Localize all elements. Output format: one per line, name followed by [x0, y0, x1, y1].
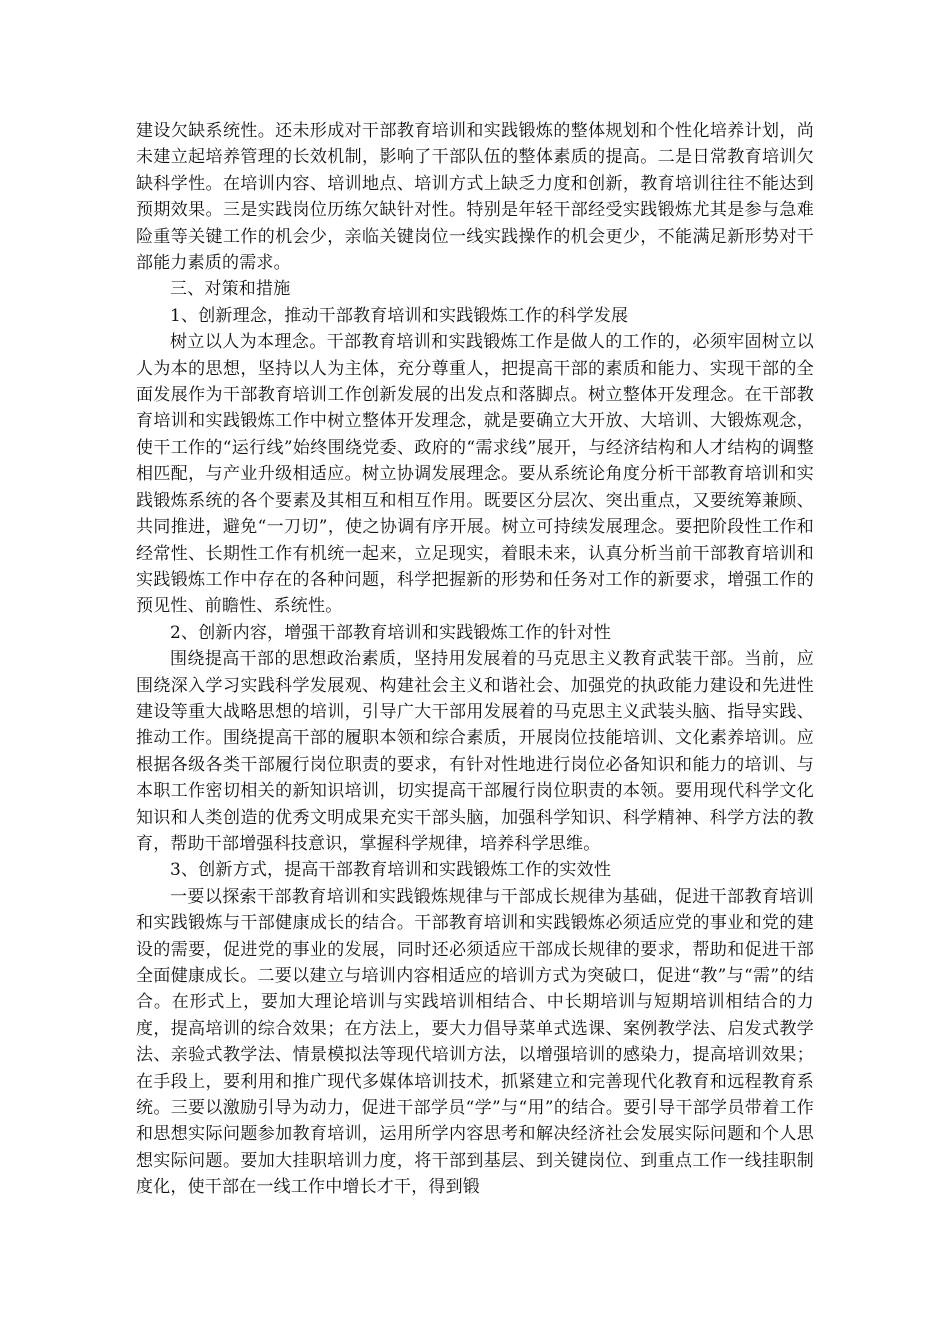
section-heading-countermeasures: 三、对策和措施: [170, 279, 291, 300]
paragraph-concept: 树立以人为本理念。干部教育培训和实践锻炼工作是做人的工作的，必须牢固树立以人为本的思想，坚持以人为主体，充分尊重人，把提高干部的素质和能力、实现干部的全面发展作为干部教育培训工作创新发展的出发点和落脚点。树立整体开发理念。在干部教育培训和实践锻炼工作中树立整体开发理念，就是要确立大开放、大培训、大锻炼观念，使干工作的“运行线”始终围绕党委、政府的“需求线”展开，与经济结构和人才结构的调整相匹配，与产业升级相适应。树立协调发展理念。要从系统论角度分析干部教育培训和实践锻炼系统的各个要素及其相互和相互作用。既要区分层次、突出重点，又要统筹兼顾、共同推进，避免“一刀切”，使之协调有序开展。树立可持续发展理念。要把阶段性工作和经常性、长期性工作有机统一起来，立足现实，着眼未来，认真分析当前干部教育培训和实践锻炼工作中存在的各种问题，科学把握新的形势和任务对工作的新要求，增强工作的预见性、前瞻性、系统性。: [136, 332, 814, 617]
subheading-innovate-method: 3、创新方式，提高干部教育培训和实践锻炼工作的实效性: [170, 860, 612, 881]
subheading-innovate-concept: 1、创新理念，推动干部教育培训和实践锻炼工作的科学发展: [170, 305, 629, 326]
paragraph-content: 围绕提高干部的思想政治素质，坚持用发展着的马克思主义教育武装干部。当前，应围绕深入学习实践科学发展观、构建社会主义和谐社会、加强党的执政能力建设和先进性建设等重大战略思想的培训，引导广大干部用发展着的马克思主义武装头脑、指导实践、推动工作。围绕提高干部的履职本领和综合素质，开展岗位技能培训、文化素养培训。应根据各级各类干部履行岗位职责的要求，有针对性地进行岗位必备知识和能力的培训、与本职工作密切相关的新知识培训，切实提高干部履行岗位职责的本领。要用现代科学文化知识和人类创造的优秀文明成果充实干部头脑，加强科学知识、科学精神、科学方法的教育，帮助干部增强科技意识，掌握科学规律，培养科学思维。: [136, 649, 814, 854]
paragraph-continuation: 建设欠缺系统性。还未形成对干部教育培训和实践锻炼的整体规划和个性化培养计划，尚未建立起培养管理的长效机制，影响了干部队伍的整体素质的提高。二是日常教育培训欠缺科学性。在培训内容、培训地点、培训方式上缺乏力度和创新，教育培训往往不能达到预期效果。三是实践岗位历练欠缺针对性。特别是年轻干部经受实践锻炼尤其是参与急难险重等关键工作的机会少，亲临关键岗位一线实践操作的机会更少，不能满足新形势对干部能力素质的需求。: [136, 121, 814, 274]
document-body: [136, 118, 814, 1201]
subheading-innovate-content: 2、创新内容，增强干部教育培训和实践锻炼工作的针对性: [170, 622, 612, 643]
paragraph-method: 一要以探索干部教育培训和实践锻炼规律与干部成长规律为基础，促进干部教育培训和实践锻炼与干部健康成长的结合。干部教育培训和实践锻炼必须适应党的事业和党的建设的需要，促进党的事业的发展，同时还必须适应干部成长规律的要求，帮助和促进干部全面健康成长。二要以建立与培训内容相适应的培训方式为突破口，促进“教”与“需”的结合。在形式上，要加大理论培训与实践培训相结合、中长期培训与短期培训相结合的力度，提高培训的综合效果；在方法上，要大力倡导菜单式选课、案例教学法、启发式教学法、亲验式教学法、情景模拟法等现代培训方法，以增强培训的感染力，提高培训效果；在手段上，要利用和推广现代多媒体培训技术，抓紧建立和完善现代化教育和远程教育系统。三要以激励引导为动力，促进干部学员“学”与“用”的结合。要引导干部学员带着工作和思想实际问题参加教育培训，运用所学内容思考和解决经济社会发展实际问题和个人思想实际问题。要加大挂职培训力度，将干部到基层、到关键岗位、到重点工作一线挂职制度化，使干部在一线工作中增长才干，得到锻: [136, 886, 814, 1198]
